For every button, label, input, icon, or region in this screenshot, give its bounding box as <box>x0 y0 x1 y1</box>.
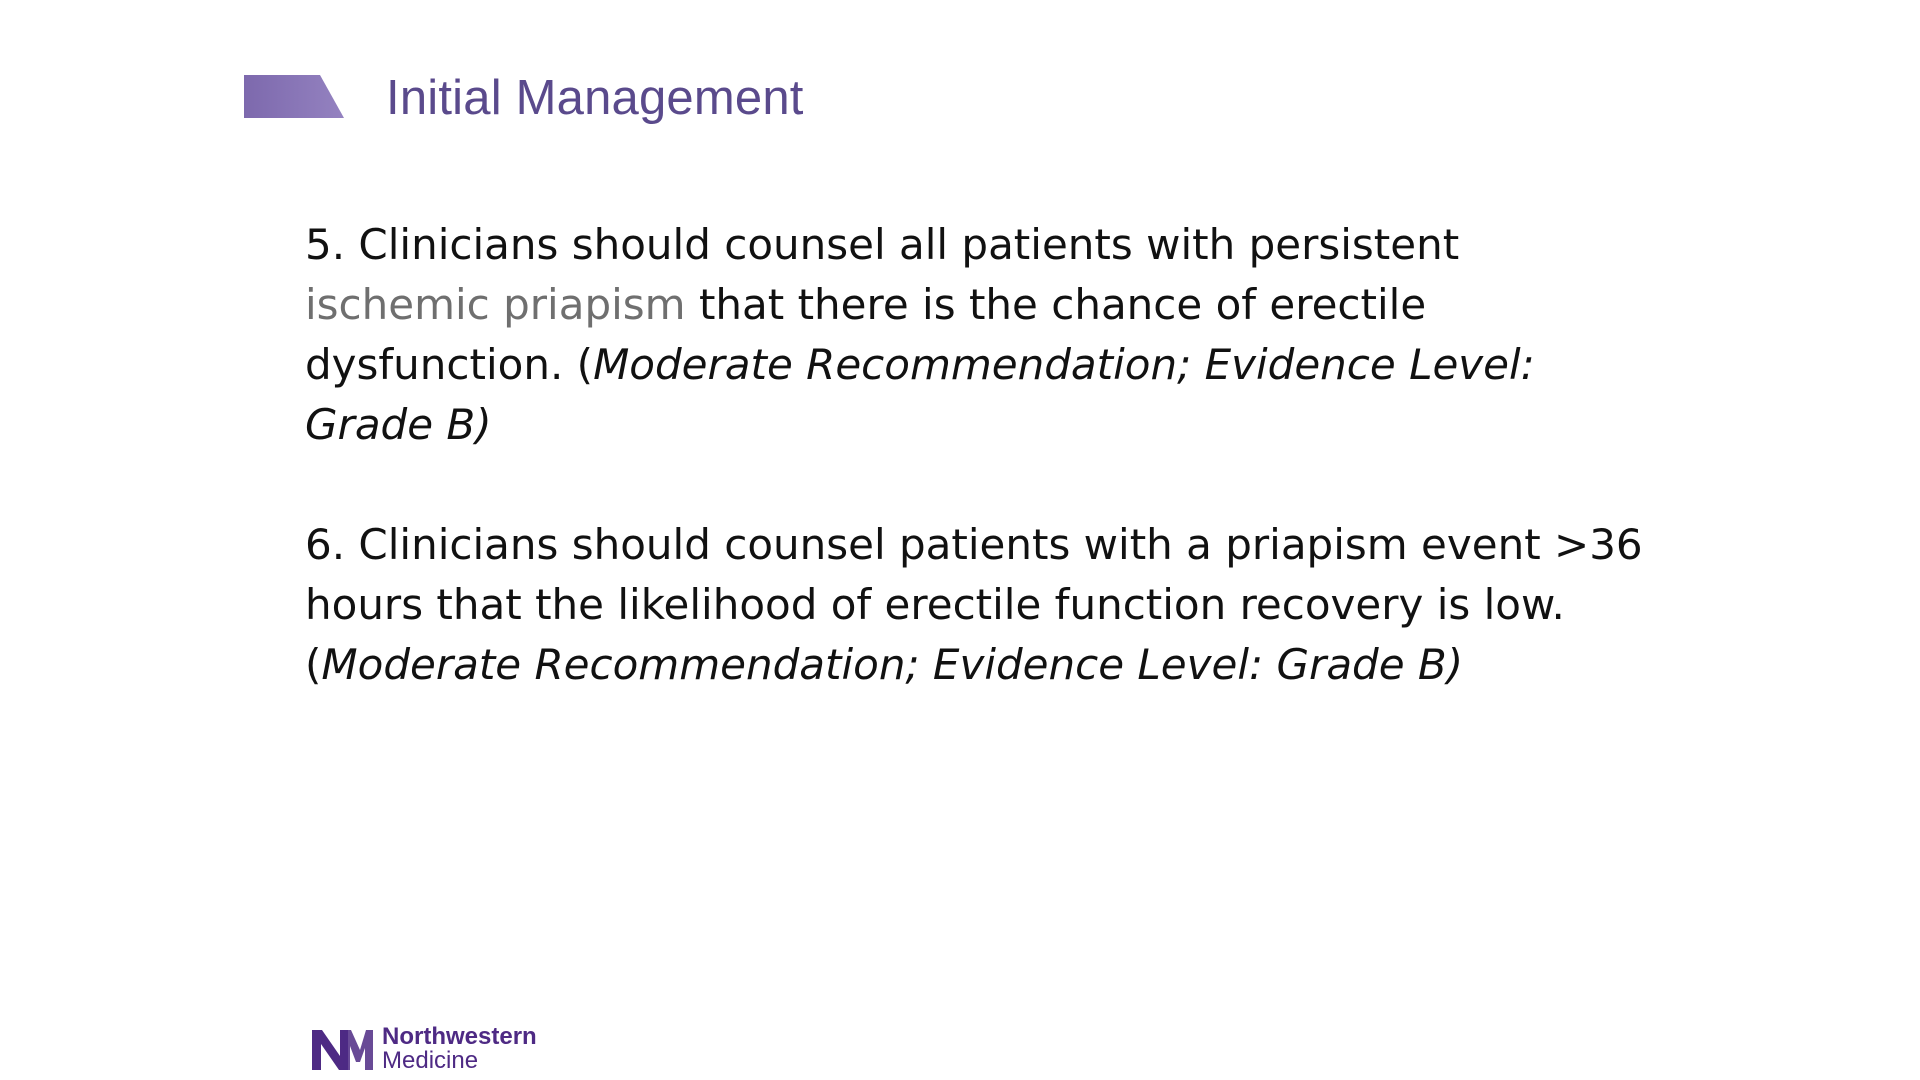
recommendation-6 <box>305 515 1645 695</box>
logo-line-northwestern: Northwestern <box>382 1023 537 1050</box>
title-accent-shape <box>244 75 344 118</box>
recommendation-6-evidence: Moderate Recommendation; Evidence Level: Grade B) <box>321 640 1464 689</box>
recommendation-5-evidence: Moderate Recommendation; Evidence Level: Grade B) <box>305 340 1535 449</box>
recommendation-5-lead: 5. Clinicians should counsel all patients with persistent <box>305 220 1460 269</box>
recommendation-6-lead: 6. Clinicians should counsel patients with a priapism event >36 hours that the likelihood of erectile function recovery is low. ( <box>305 520 1643 689</box>
recommendation-5-rest: that there is the chance of erectile dysfunction. ( <box>305 280 1427 389</box>
logo-line-medicine: Medicine <box>382 1047 479 1074</box>
slide-title: Initial Management <box>386 71 804 125</box>
logo-wordmark <box>382 1025 537 1073</box>
recommendation-5 <box>305 215 1645 455</box>
northwestern-medicine-logo <box>310 1024 537 1074</box>
nm-monogram-icon <box>310 1026 374 1072</box>
recommendation-5-highlight: ischemic priapism <box>305 280 686 329</box>
recommendations-list <box>305 215 1645 755</box>
